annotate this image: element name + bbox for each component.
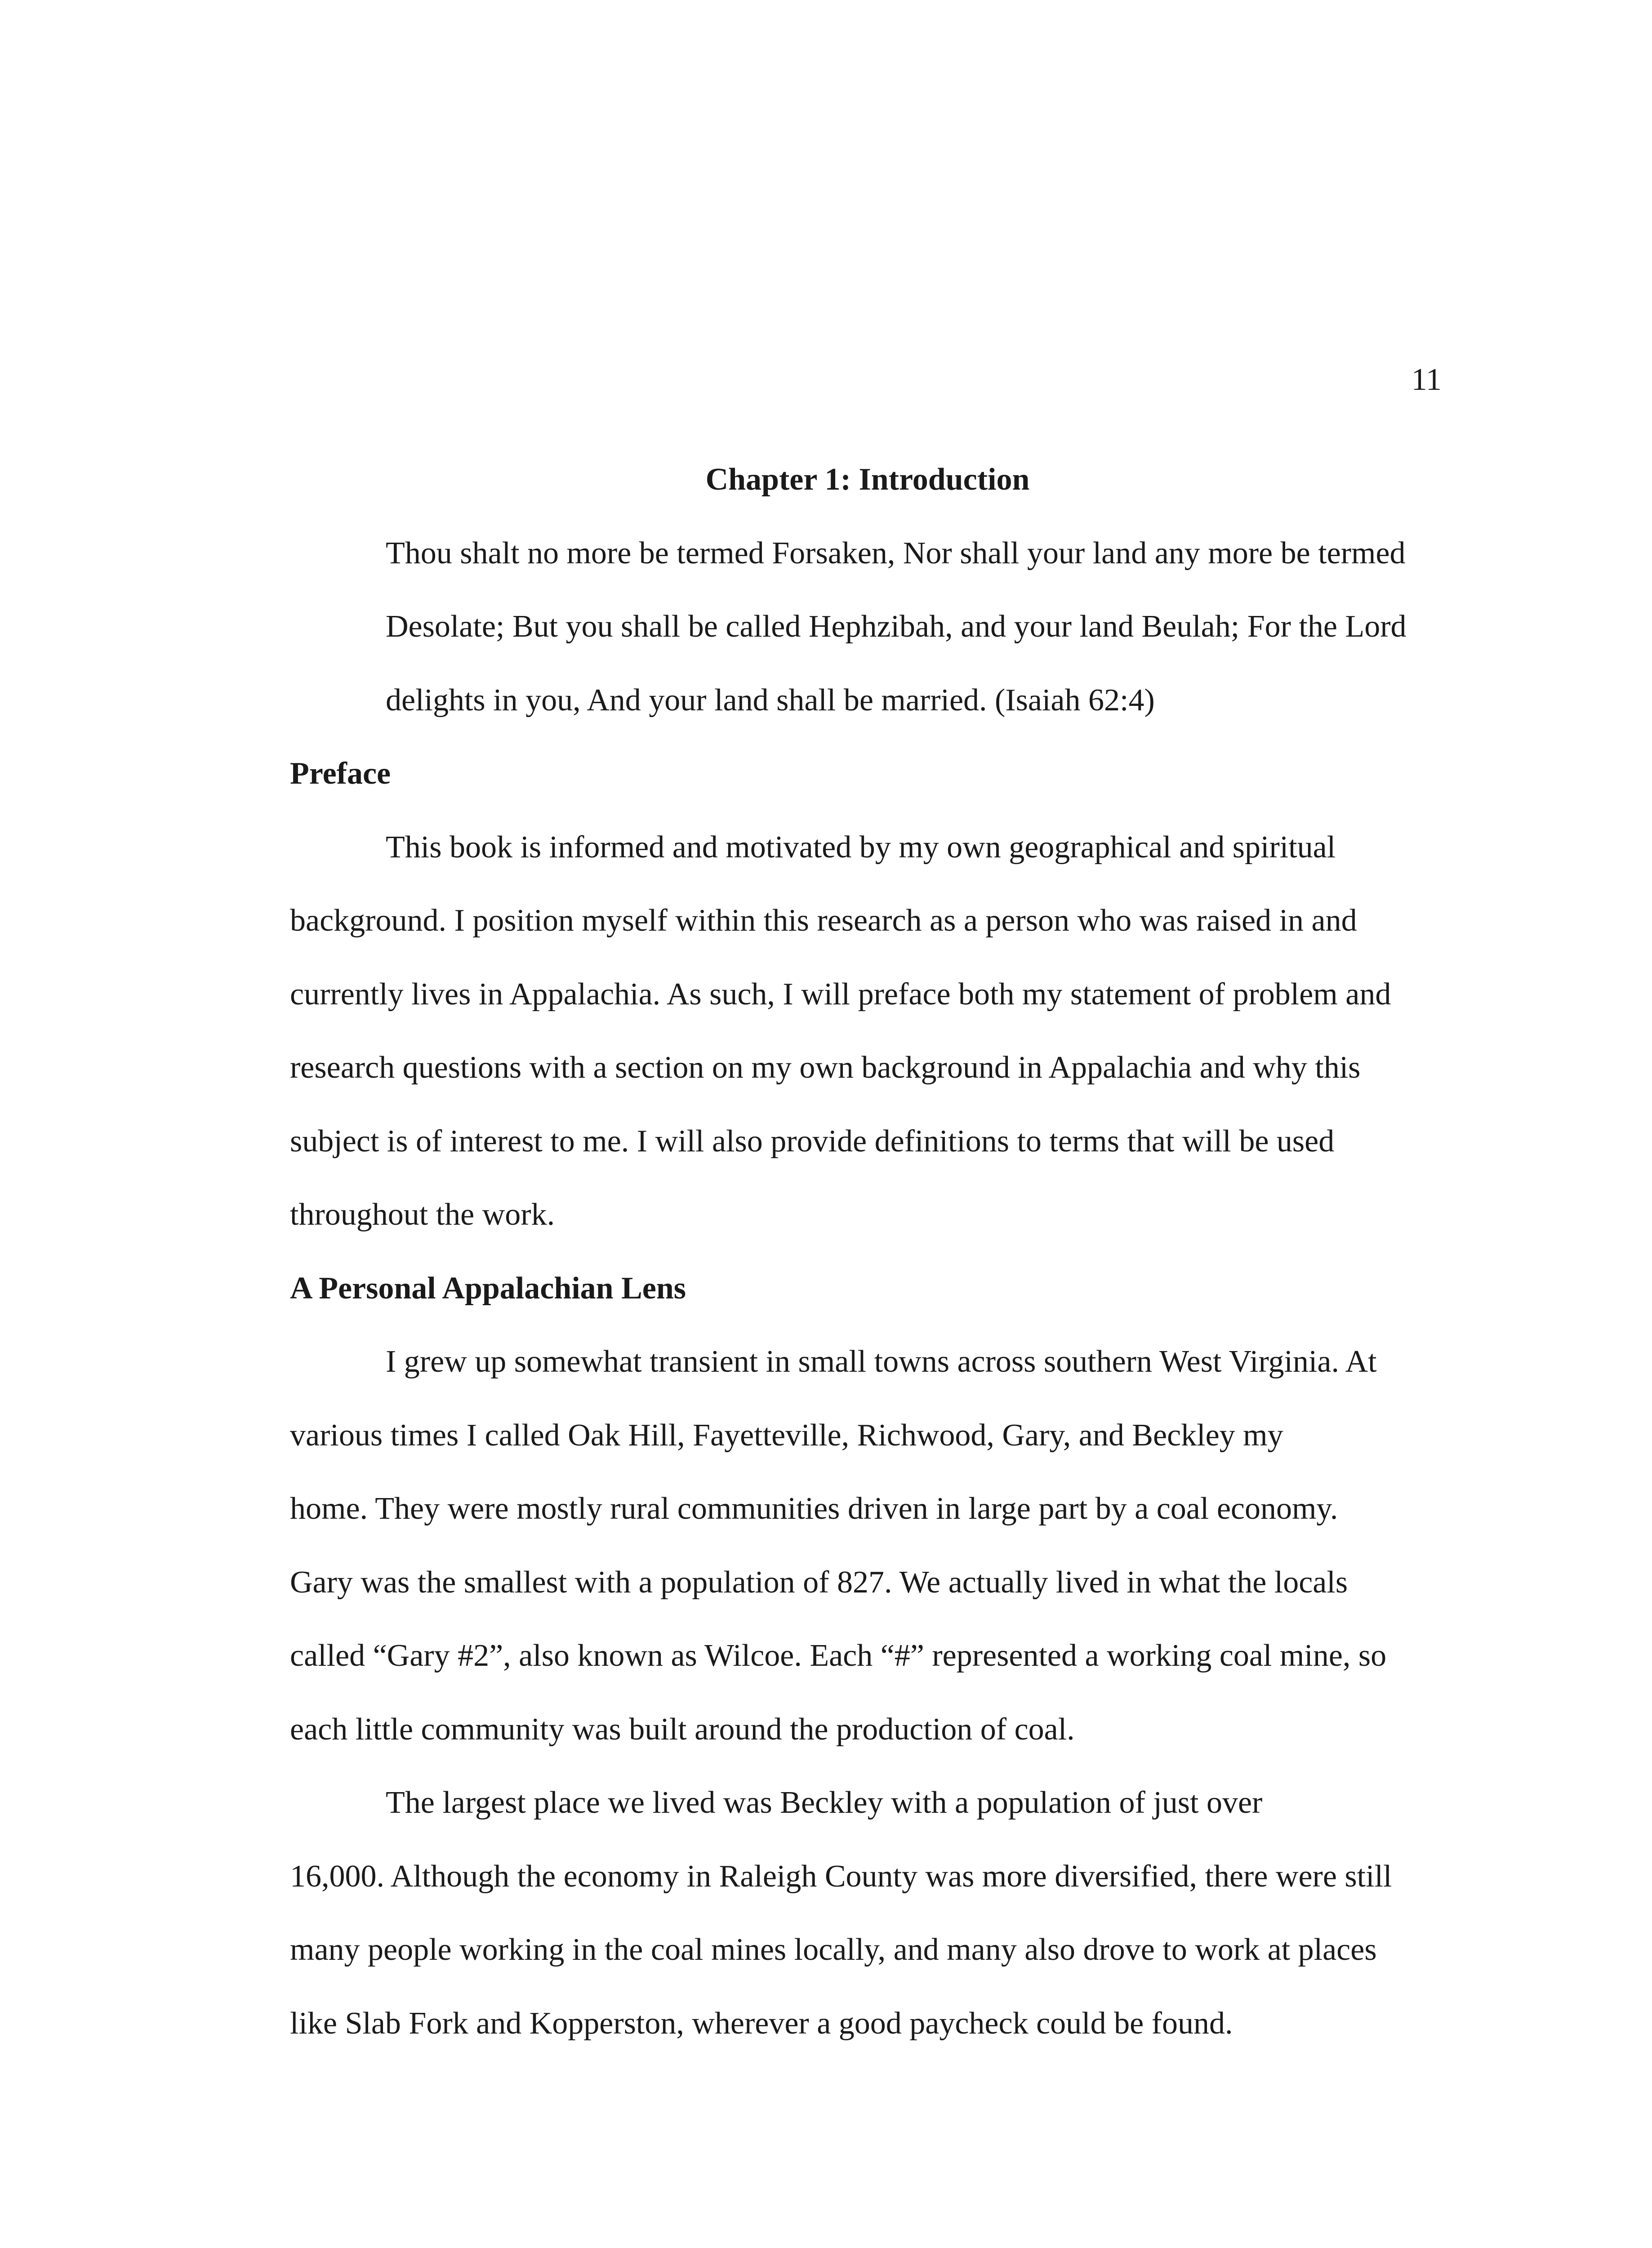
- lens-paragraph1-line: each little community was built around the production of coal.: [290, 1712, 1075, 1747]
- preface-line: This book is informed and motivated by my own geographical and spiritual: [386, 830, 1336, 865]
- lens-paragraph2-line: many people working in the coal mines locally, and many also drove to work at places: [290, 1932, 1377, 1967]
- preface-line: subject is of interest to me. I will also provide definitions to terms that will be used: [290, 1124, 1335, 1159]
- preface-line: currently lives in Appalachia. As such, I will preface both my statement of problem and: [290, 977, 1391, 1012]
- lens-paragraph1-line: various times I called Oak Hill, Fayetteville, Richwood, Gary, and Beckley my: [290, 1418, 1283, 1453]
- preface-line: research questions with a section on my own background in Appalachia and why this: [290, 1050, 1361, 1085]
- lens-paragraph2-line: 16,000. Although the economy in Raleigh County was more diversified, there were still: [290, 1859, 1392, 1894]
- epigraph-line: Thou shalt no more be termed Forsaken, Nor shall your land any more be termed: [386, 535, 1406, 571]
- lens-paragraph2-line: like Slab Fork and Kopperston, wherever a good paycheck could be found.: [290, 2006, 1233, 2041]
- preface-heading: Preface: [290, 756, 391, 791]
- body-text: [290, 443, 1445, 2060]
- lens-heading: A Personal Appalachian Lens: [290, 1271, 686, 1306]
- lens-paragraph2-line: The largest place we lived was Beckley with a population of just over: [386, 1785, 1263, 1820]
- chapter-title: Chapter 1: Introduction: [705, 462, 1030, 497]
- lens-paragraph1-line: called “Gary #2”, also known as Wilcoe. Each “#” represented a working coal mine, so: [290, 1638, 1387, 1673]
- lens-paragraph1-line: Gary was the smallest with a population of 827. We actually lived in what the locals: [290, 1565, 1348, 1600]
- epigraph-line: delights in you, And your land shall be married. (Isaiah 62:4): [386, 682, 1155, 718]
- page-number: 11: [1411, 362, 1442, 397]
- lens-paragraph1-line: I grew up somewhat transient in small towns across southern West Virginia. At: [386, 1344, 1377, 1379]
- preface-line: throughout the work.: [290, 1197, 555, 1232]
- epigraph-line: Desolate; But you shall be called Hephzibah, and your land Beulah; For the Lord: [386, 609, 1407, 644]
- lens-paragraph1-line: home. They were mostly rural communities driven in large part by a coal economy.: [290, 1491, 1338, 1526]
- preface-line: background. I position myself within this research as a person who was raised in and: [290, 903, 1357, 938]
